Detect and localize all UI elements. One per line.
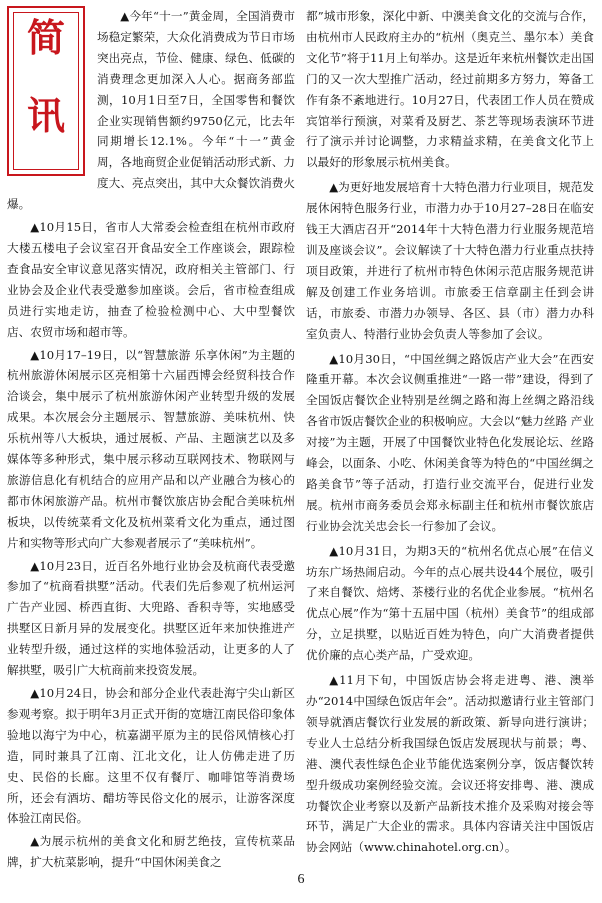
right-column <box>306 6 594 862</box>
left-column <box>7 6 295 875</box>
news-item-golden-week: ▲今年“十一”黄金周，全国消费市场稳定繁荣，大众化消费成为节日市场突出亮点，节俭、健康、绿色、低碳的消费理念更加深入人心。据商务部监测，10月1日至7日，全国零售和餐饮企业实现销售额约9750亿元，比去年同期增长12.1%。今年“十一”黄金周，各地商贸企业促销活动形式新、力度大、亮点突出，其中大众餐饮消费火爆。 <box>7 9 295 212</box>
news-item-haining-visit: ▲10月24日，协会和部分企业代表赴海宁尖山新区参观考察。拟于明年3月正式开街的宽塘江南民俗印象体验地以海宁为中心，杭嘉湖平原为主的民俗风情核心打造，同时兼具了江南、江北文化，让人仿佛走进了历史、民俗的长廊。这里不仅有餐厅、咖啡馆等消费场所，还会有酒坊、醋坊等民俗文化的展示，让游客深度体验江南民俗。 <box>7 686 295 826</box>
section-title-box <box>7 6 85 176</box>
news-item-green-hotel: ▲11月下旬，中国饭店协会将走进粤、港、澳举办“2014中国绿色饭店年会”。活动拟邀请行业主管部门领导就酒店餐饮行业发展的新政策、新导向进行演讲；专业人士总结分析我国绿色饭店发展现状与前景；粤、港、澳代表性绿色企业节能优选案例分享，饭店餐饮转型升级成功案例经验交流。会议还将安排粤、港、澳成功餐饮企业考察以及新产品新技术推介及采购对接会等环节，满足广大企业的需求。具体内容请关注中国饭店协会网站（www.chinahotel.org.cn）。 <box>306 673 594 855</box>
news-item-food-festival-start: ▲为展示杭州的美食文化和厨艺绝技，宣传杭菜品牌，扩大杭菜影响，提升“中国休闲美食之 <box>7 834 295 870</box>
news-item-food-festival-cont: 都”城市形象，深化中新、中澳美食文化的交流与合作，由杭州市人民政府主办的“杭州（奥克兰、墨尔本）美食文化节”将于11月上旬举办。这是近年来杭州餐饮走出国门的又一次大型推广活动，经过前期多方努力，筹备工作有条不紊地进行。10月27日，代表团工作人员在赞成宾馆举行预演，对菜肴及厨艺、茶艺等现场表演环节进行了演示并讨论调整，力求精益求精，在美食文化节上以最好的形象展示杭州美食。 <box>306 9 594 170</box>
title-char-xun: 讯 <box>26 94 65 138</box>
news-item-silk-road-conference: ▲10月30日，“中国丝绸之路饭店产业大会”在西安隆重开幕。本次会议侧重推进“一路一带”建设，得到了全国饭店餐饮企业特别是丝绸之路和海上丝绸之路沿线各省市饭店餐饮企业的积极响应。大会以“魅力丝路 产业对接”为主题，开展了中国餐饮业特色化发展论坛、丝路峰会，以面条、小吃、休闲美食等为特色的“中国丝绸之路美食节”等子活动，打造行业交流平台，促进行业发展。杭州市商务委员会郑永标副主任和杭州市餐饮旅店行业协会沈关忠会长一行参加了会议。 <box>306 351 594 533</box>
news-item-dim-sum-show: ▲10月31日，为期3天的“杭州名优点心展”在信义坊东广场热闹启动。今年的点心展共设44个展位，吸引了来自餐饮、焙烤、茶楼行业的名优企业参展。“杭州名优点心展”作为“第十五届中国（杭州）美食节”的组成部分，立足拱墅，以贴近百姓为特色，向广大消费者提供优价廉的点心类产品，广受欢迎。 <box>306 543 594 663</box>
news-item-tourism-expo: ▲10月17–19日，以“智慧旅游 乐享休闲”为主题的杭州旅游休闲展示区亮相第十六届西博会经贸科技合作洽谈会，集中展示了杭州旅游休闲产业转型升级的发展成果。本次展会分主题展示、智慧旅游、美味杭州、快乐杭州等八大板块，通过展板、产品、主题演艺以及多媒体等多种形式，集中展示移动互联网技术、物联网与旅游信息化有机结合的应用产品和以产业融合为核心的都市休闲旅游产品。杭州市餐饮旅店协会配合美味杭州板块，以传统菜肴文化及杭州菜肴文化为重点，通过图片和实物等形式向广大参观者展示了“美味杭州”。 <box>7 347 295 550</box>
news-item-potential-industry: ▲为更好地发展培育十大特色潜力行业项目，规范发展休闲特色服务行业，市潜力办于10月27–28日在临安钱王大酒店召开“2014年十大特色潜力行业服务规范培训及座谈会议”。会议解读了十大特色潜力行业重点扶持项目政策，并进行了杭州市特色休闲示范店服务规范讲解及创建工作业务培训。市旅委王信章副主任到会讲话，市旅委、市潜力办领导、各区、县（市）潜力办科室负责人、特潜行业协会负责人等参加了会议。 <box>306 180 594 341</box>
title-char-jian: 简 <box>26 16 65 60</box>
page-number: 6 <box>297 872 305 887</box>
news-item-gongshu-visit: ▲10月23日，近百名外地行业协会及杭商代表受邀参加了“杭商看拱墅”活动。代表们先后参观了杭州运河广告产业园、桥西直街、大兜路、香积寺等，实地感受拱墅区日新月异的发展变化。拱墅区近年来加快推进产业转型升级，通过这样的实地体验活动，让更多的人了解拱墅，吸引广大杭商前来投资发展。 <box>7 558 295 678</box>
news-item-food-safety: ▲10月15日，省市人大常委会检查组在杭州市政府大楼五楼电子会议室召开食品安全工作座谈会，跟踪检查食品安全审议意见落实情况，政府相关主管部门、行业协会及企业代表受邀参加座谈。会后，省市检查组成员进行实地走访，抽查了检验检测中心、大中型餐饮店、农贸市场和超市等。 <box>7 220 295 339</box>
